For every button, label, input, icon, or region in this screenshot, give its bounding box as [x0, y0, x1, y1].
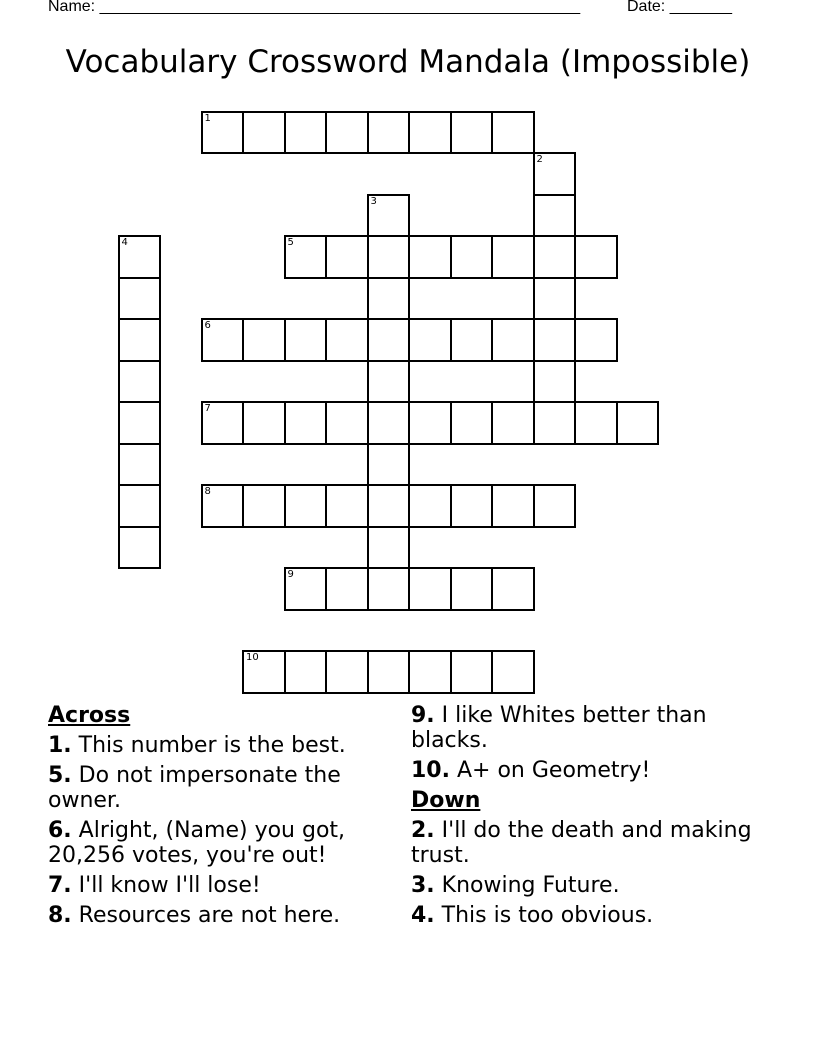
clue-text: Knowing Future.: [441, 873, 620, 898]
down-clue-3: [411, 873, 761, 898]
grid-cell[interactable]: [118, 443, 162, 487]
grid-cell[interactable]: [450, 318, 494, 362]
grid-cell[interactable]: [367, 194, 411, 238]
across-clue-8: [48, 903, 393, 928]
grid-cell[interactable]: [284, 567, 328, 611]
page-title: Vocabulary Crossword Mandala (Impossible): [65, 44, 751, 80]
grid-cell[interactable]: [367, 111, 411, 155]
grid-cell[interactable]: [450, 650, 494, 694]
grid-cell[interactable]: [450, 567, 494, 611]
grid-cell[interactable]: [118, 401, 162, 445]
grid-cell[interactable]: [408, 650, 452, 694]
clue-text: I'll know I'll lose!: [78, 873, 261, 898]
cell-number: 1: [204, 112, 211, 124]
across-clue-1: [48, 733, 393, 758]
grid-cell[interactable]: [491, 567, 535, 611]
clue-text: Alright, (Name) you got, 20,256 votes, you're out!: [48, 818, 346, 868]
clue-text: This number is the best.: [78, 733, 346, 758]
across-clue-6: [48, 818, 393, 868]
grid-cell[interactable]: [533, 484, 577, 528]
clue-number: 4.: [411, 903, 435, 928]
grid-cell[interactable]: [284, 111, 328, 155]
grid-cell[interactable]: [533, 277, 577, 321]
grid-cell[interactable]: [408, 401, 452, 445]
grid-cell[interactable]: [201, 401, 245, 445]
grid-cell[interactable]: [533, 360, 577, 404]
grid-cell[interactable]: [491, 235, 535, 279]
grid-cell[interactable]: [367, 443, 411, 487]
clue-text: Do not impersonate the owner.: [48, 763, 341, 813]
clue-number: 5.: [48, 763, 72, 788]
grid-cell[interactable]: [242, 401, 286, 445]
grid-cell[interactable]: [367, 650, 411, 694]
grid-cell[interactable]: [325, 401, 369, 445]
cell-number: 7: [204, 403, 211, 414]
clue-number: 2.: [411, 818, 435, 843]
clue-number: 3.: [411, 873, 435, 898]
grid-cell[interactable]: [533, 152, 577, 196]
grid-cell[interactable]: [201, 111, 245, 155]
grid-cell[interactable]: [284, 318, 328, 362]
cell-number: 5: [287, 237, 294, 248]
grid-cell[interactable]: [367, 567, 411, 611]
grid-cell[interactable]: [491, 484, 535, 528]
down-clue-2: [411, 818, 761, 868]
grid-cell[interactable]: [491, 111, 535, 155]
down-clue-4: [411, 903, 761, 928]
grid-cell[interactable]: [242, 650, 286, 694]
grid-cell[interactable]: [325, 235, 369, 279]
grid-cell[interactable]: [325, 484, 369, 528]
grid-cell[interactable]: [574, 401, 618, 445]
grid-cell[interactable]: [242, 318, 286, 362]
grid-cell[interactable]: [325, 567, 369, 611]
grid-cell[interactable]: [201, 484, 245, 528]
cell-number: 9: [287, 569, 294, 580]
clue-number: 7.: [48, 873, 72, 898]
grid-cell[interactable]: [408, 567, 452, 611]
grid-cell[interactable]: [491, 318, 535, 362]
grid-cell[interactable]: [242, 484, 286, 528]
grid-cell[interactable]: [367, 277, 411, 321]
grid-cell[interactable]: [408, 484, 452, 528]
grid-cell[interactable]: [616, 401, 660, 445]
clues-left-column: [48, 703, 393, 933]
grid-cell[interactable]: [491, 401, 535, 445]
grid-cell[interactable]: [325, 318, 369, 362]
grid-cell[interactable]: [533, 194, 577, 238]
grid-cell[interactable]: [284, 401, 328, 445]
grid-cell[interactable]: [325, 111, 369, 155]
grid-cell[interactable]: [367, 526, 411, 570]
grid-cell[interactable]: [574, 235, 618, 279]
cell-number: 6: [204, 320, 211, 331]
grid-cell[interactable]: [450, 111, 494, 155]
grid-cell[interactable]: [408, 318, 452, 362]
grid-cell[interactable]: [408, 235, 452, 279]
grid-cell[interactable]: [284, 484, 328, 528]
clue-text: A+ on Geometry!: [456, 758, 651, 783]
grid-cell[interactable]: [118, 235, 162, 279]
date-field-label: Date: _______: [627, 0, 732, 15]
cell-number: 8: [204, 486, 211, 497]
clue-number: 1.: [48, 733, 72, 758]
grid-cell[interactable]: [491, 650, 535, 694]
name-field-label: Name: ______________________________________________________: [48, 0, 581, 15]
clues-right-column: [411, 703, 761, 933]
grid-cell[interactable]: [533, 235, 577, 279]
grid-cell[interactable]: [118, 526, 162, 570]
grid-cell[interactable]: [367, 360, 411, 404]
grid-cell[interactable]: [367, 484, 411, 528]
grid-cell[interactable]: [450, 235, 494, 279]
clue-number: 6.: [48, 818, 72, 843]
grid-cell[interactable]: [284, 235, 328, 279]
grid-cell[interactable]: [574, 318, 618, 362]
grid-cell[interactable]: [118, 277, 162, 321]
clue-number: 9.: [411, 703, 435, 728]
cell-number: 2: [536, 154, 543, 165]
grid-cell[interactable]: [533, 401, 577, 445]
clue-text: This is too obvious.: [441, 903, 654, 928]
down-heading: Down: [411, 788, 481, 813]
grid-cell[interactable]: [242, 111, 286, 155]
grid-cell[interactable]: [118, 484, 162, 528]
grid-cell[interactable]: [450, 484, 494, 528]
grid-cell[interactable]: [367, 401, 411, 445]
cell-number: 10: [246, 652, 259, 663]
grid-cell[interactable]: [533, 318, 577, 362]
cell-number: 4: [121, 237, 128, 248]
across-clue-9: [411, 703, 761, 753]
grid-cell[interactable]: [284, 650, 328, 694]
across-heading: Across: [48, 703, 131, 728]
across-clue-7: [48, 873, 393, 898]
grid-cell[interactable]: [118, 318, 162, 362]
across-clue-5: [48, 763, 393, 813]
across-clue-10: [411, 758, 761, 783]
clue-text: I'll do the death and making trust.: [411, 818, 752, 868]
grid-cell[interactable]: [201, 318, 245, 362]
grid-cell[interactable]: [367, 318, 411, 362]
grid-cell[interactable]: [367, 235, 411, 279]
grid-cell[interactable]: [325, 650, 369, 694]
clue-number: 8.: [48, 903, 72, 928]
grid-cell[interactable]: [118, 360, 162, 404]
clue-number: 10.: [411, 758, 450, 783]
grid-cell[interactable]: [450, 401, 494, 445]
cell-number: 3: [370, 195, 377, 207]
clue-text: Resources are not here.: [78, 903, 341, 928]
grid-cell[interactable]: [408, 111, 452, 155]
clue-text: I like Whites better than blacks.: [411, 703, 707, 753]
